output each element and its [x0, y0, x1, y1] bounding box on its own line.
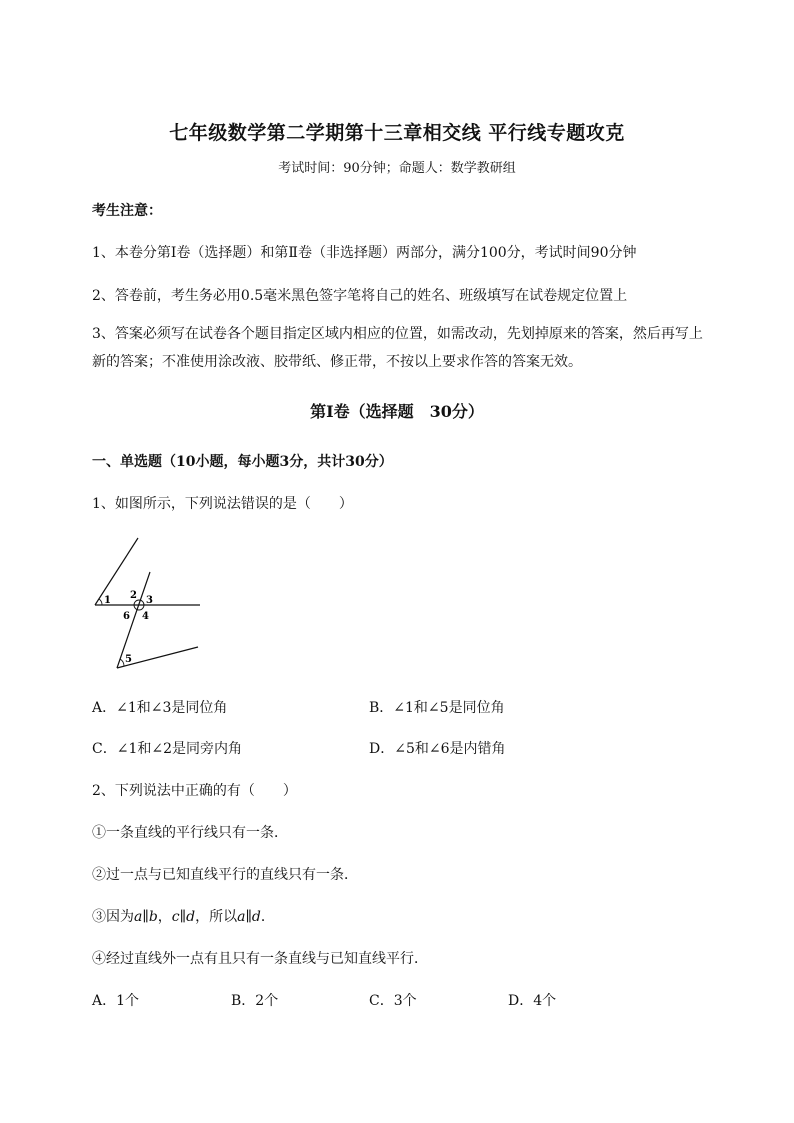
notice-item-3: 3、答案必须写在试卷各个题目指定区域内相应的位置，如需改动，先划掉原来的答案，然后再写上新的答案；不准使用涂改液、胶带纸、修正带，不按以上要求作答的答案无效。: [92, 326, 703, 370]
label-5: 5: [125, 654, 132, 665]
angle-5-arc: [120, 659, 124, 666]
label-6: 6: [123, 611, 130, 622]
q1-stem: 1、如图所示，下列说法错误的是（ ）: [92, 496, 353, 512]
q1-option-c[interactable]: C．∠1和∠2是同旁内角: [92, 741, 242, 757]
label-2: 2: [130, 590, 137, 601]
label-4: 4: [142, 611, 149, 622]
angle-1-arc: [99, 599, 102, 605]
notice-heading: 考生注意：: [92, 203, 162, 219]
q1-option-a[interactable]: A．∠1和∠3是同位角: [92, 700, 228, 716]
section-title: 第I卷（选择题 30分）: [310, 402, 484, 421]
section-subheading: 一、单选题（10小题，每小题3分，共计30分）: [92, 454, 393, 470]
label-1: 1: [104, 595, 111, 606]
q2-statement-4: ④经过直线外一点有且只有一条直线与已知直线平行．: [92, 951, 428, 967]
q2-option-d[interactable]: D．4个: [508, 993, 557, 1009]
q2-statement-3: ③因为a∥b，c∥d，所以a∥d．: [92, 909, 275, 925]
q2-stem: 2、下列说法中正确的有（ ）: [92, 783, 297, 799]
notice-item-1: 1、本卷分第I卷（选择题）和第Ⅱ卷（非选择题）两部分，满分100分，考试时间90分钟: [92, 245, 637, 261]
notice-item-2: 2、答卷前，考生务必用0.5毫米黑色签字笔将自己的姓名、班级填写在试卷规定位置上: [92, 288, 628, 304]
q2-option-c[interactable]: C．3个: [369, 993, 417, 1009]
q2-option-a[interactable]: A．1个: [92, 993, 140, 1009]
q2-option-b[interactable]: B．2个: [231, 993, 279, 1009]
q2-statement-2: ②过一点与已知直线平行的直线只有一条．: [92, 867, 358, 883]
page-title: 七年级数学第二学期第十三章相交线 平行线专题攻克: [169, 122, 625, 144]
q1-option-b[interactable]: B．∠1和∠5是同位角: [369, 700, 505, 716]
q2-statement-1: ①一条直线的平行线只有一条．: [92, 825, 288, 841]
exam-info: 考试时间：90分钟；命题人：数学教研组: [278, 161, 516, 176]
q1-option-d[interactable]: D．∠5和∠6是内错角: [369, 741, 506, 757]
q1-angle-figure: [90, 535, 210, 675]
label-3: 3: [146, 595, 153, 606]
